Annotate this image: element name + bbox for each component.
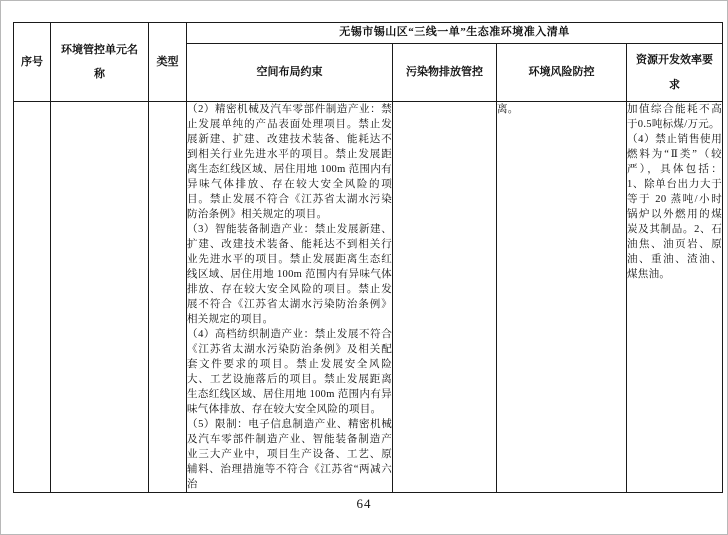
resource-paragraph: （4）禁止销售使用燃料为“Ⅱ类”（较严），具体包括：1、除单台出力大于等于 20 蒸吨/小时锅炉以外燃用的煤炭及其制品。2、石油焦、油页岩、原油、重油、渣油、煤焦油。 [627,134,722,280]
cell-unit-name [51,102,149,493]
spatial-paragraph: （5）限制：电子信息制造产业、精密机械及汽车零部件制造产业、智能装备制造产业三大产业中，项目生产设备、工艺、原辅料、治理措施等不符合《江苏省“两减六治 [187,419,392,490]
header-serial-number: 序号 [14,23,51,102]
header-resource-efficiency: 资源开发效率要求 [627,44,723,102]
cell-type [149,102,187,493]
spatial-paragraph: （2）精密机械及汽车零部件制造产业：禁止发展单纯的产品表面处理项目。禁止发展新建、扩建、改建技术装备、能耗达不到相关行业先进水平的项目。禁止发展距离生态红线区域、居住用地 100m 范围内有异味气体排放、存在较大安全风险的项目。禁止发展不符合《江苏省太湖水污染防治条例》相关规定的项目。 [187,104,392,220]
header-row-title [14,23,723,44]
header-pollutant-control: 污染物排放管控 [393,44,497,102]
header-table-title: 无锡市锡山区“三线一单”生态准环境准入清单 [187,23,723,44]
admission-list-table [13,22,723,493]
header-spatial-constraints: 空间布局约束 [187,44,393,102]
table-row [14,102,723,493]
header-unit-name: 环境管控单元名称 [51,23,149,102]
header-type: 类型 [149,23,187,102]
page-number: 64 [356,496,372,511]
cell-risk-prevention [497,102,627,493]
header-risk-prevention: 环境风险防控 [497,44,627,102]
spatial-paragraph: （4）高档纺织制造产业：禁止发展不符合《江苏省太湖水污染防治条例》及相关配套文件要求的项目。禁止发展安全风险大、工艺设施落后的项目。禁止发展距离生态红线区域、居住用地 100m 范围内有异味气体排放、存在较大安全风险的项目。 [187,329,392,415]
risk-text: 离。 [497,104,519,115]
cell-spatial-constraints [187,102,393,493]
cell-serial-number [14,102,51,493]
cell-resource-efficiency [627,102,723,493]
cell-pollutant-control [393,102,497,493]
resource-paragraph: 加值综合能耗不高于0.5吨标煤/万元。 [627,104,722,130]
spatial-paragraph: （3）智能装备制造产业：禁止发展新建、扩建、改建技术装备、能耗达不到相关行业先进水平的项目。禁止发展距离生态红线区域、居住用地 100m 范围内有异味气体排放、存在较大安全风险的项目。禁止发展不符合《江苏省太湖水污染防治条例》相关规定的项目。 [187,224,392,325]
